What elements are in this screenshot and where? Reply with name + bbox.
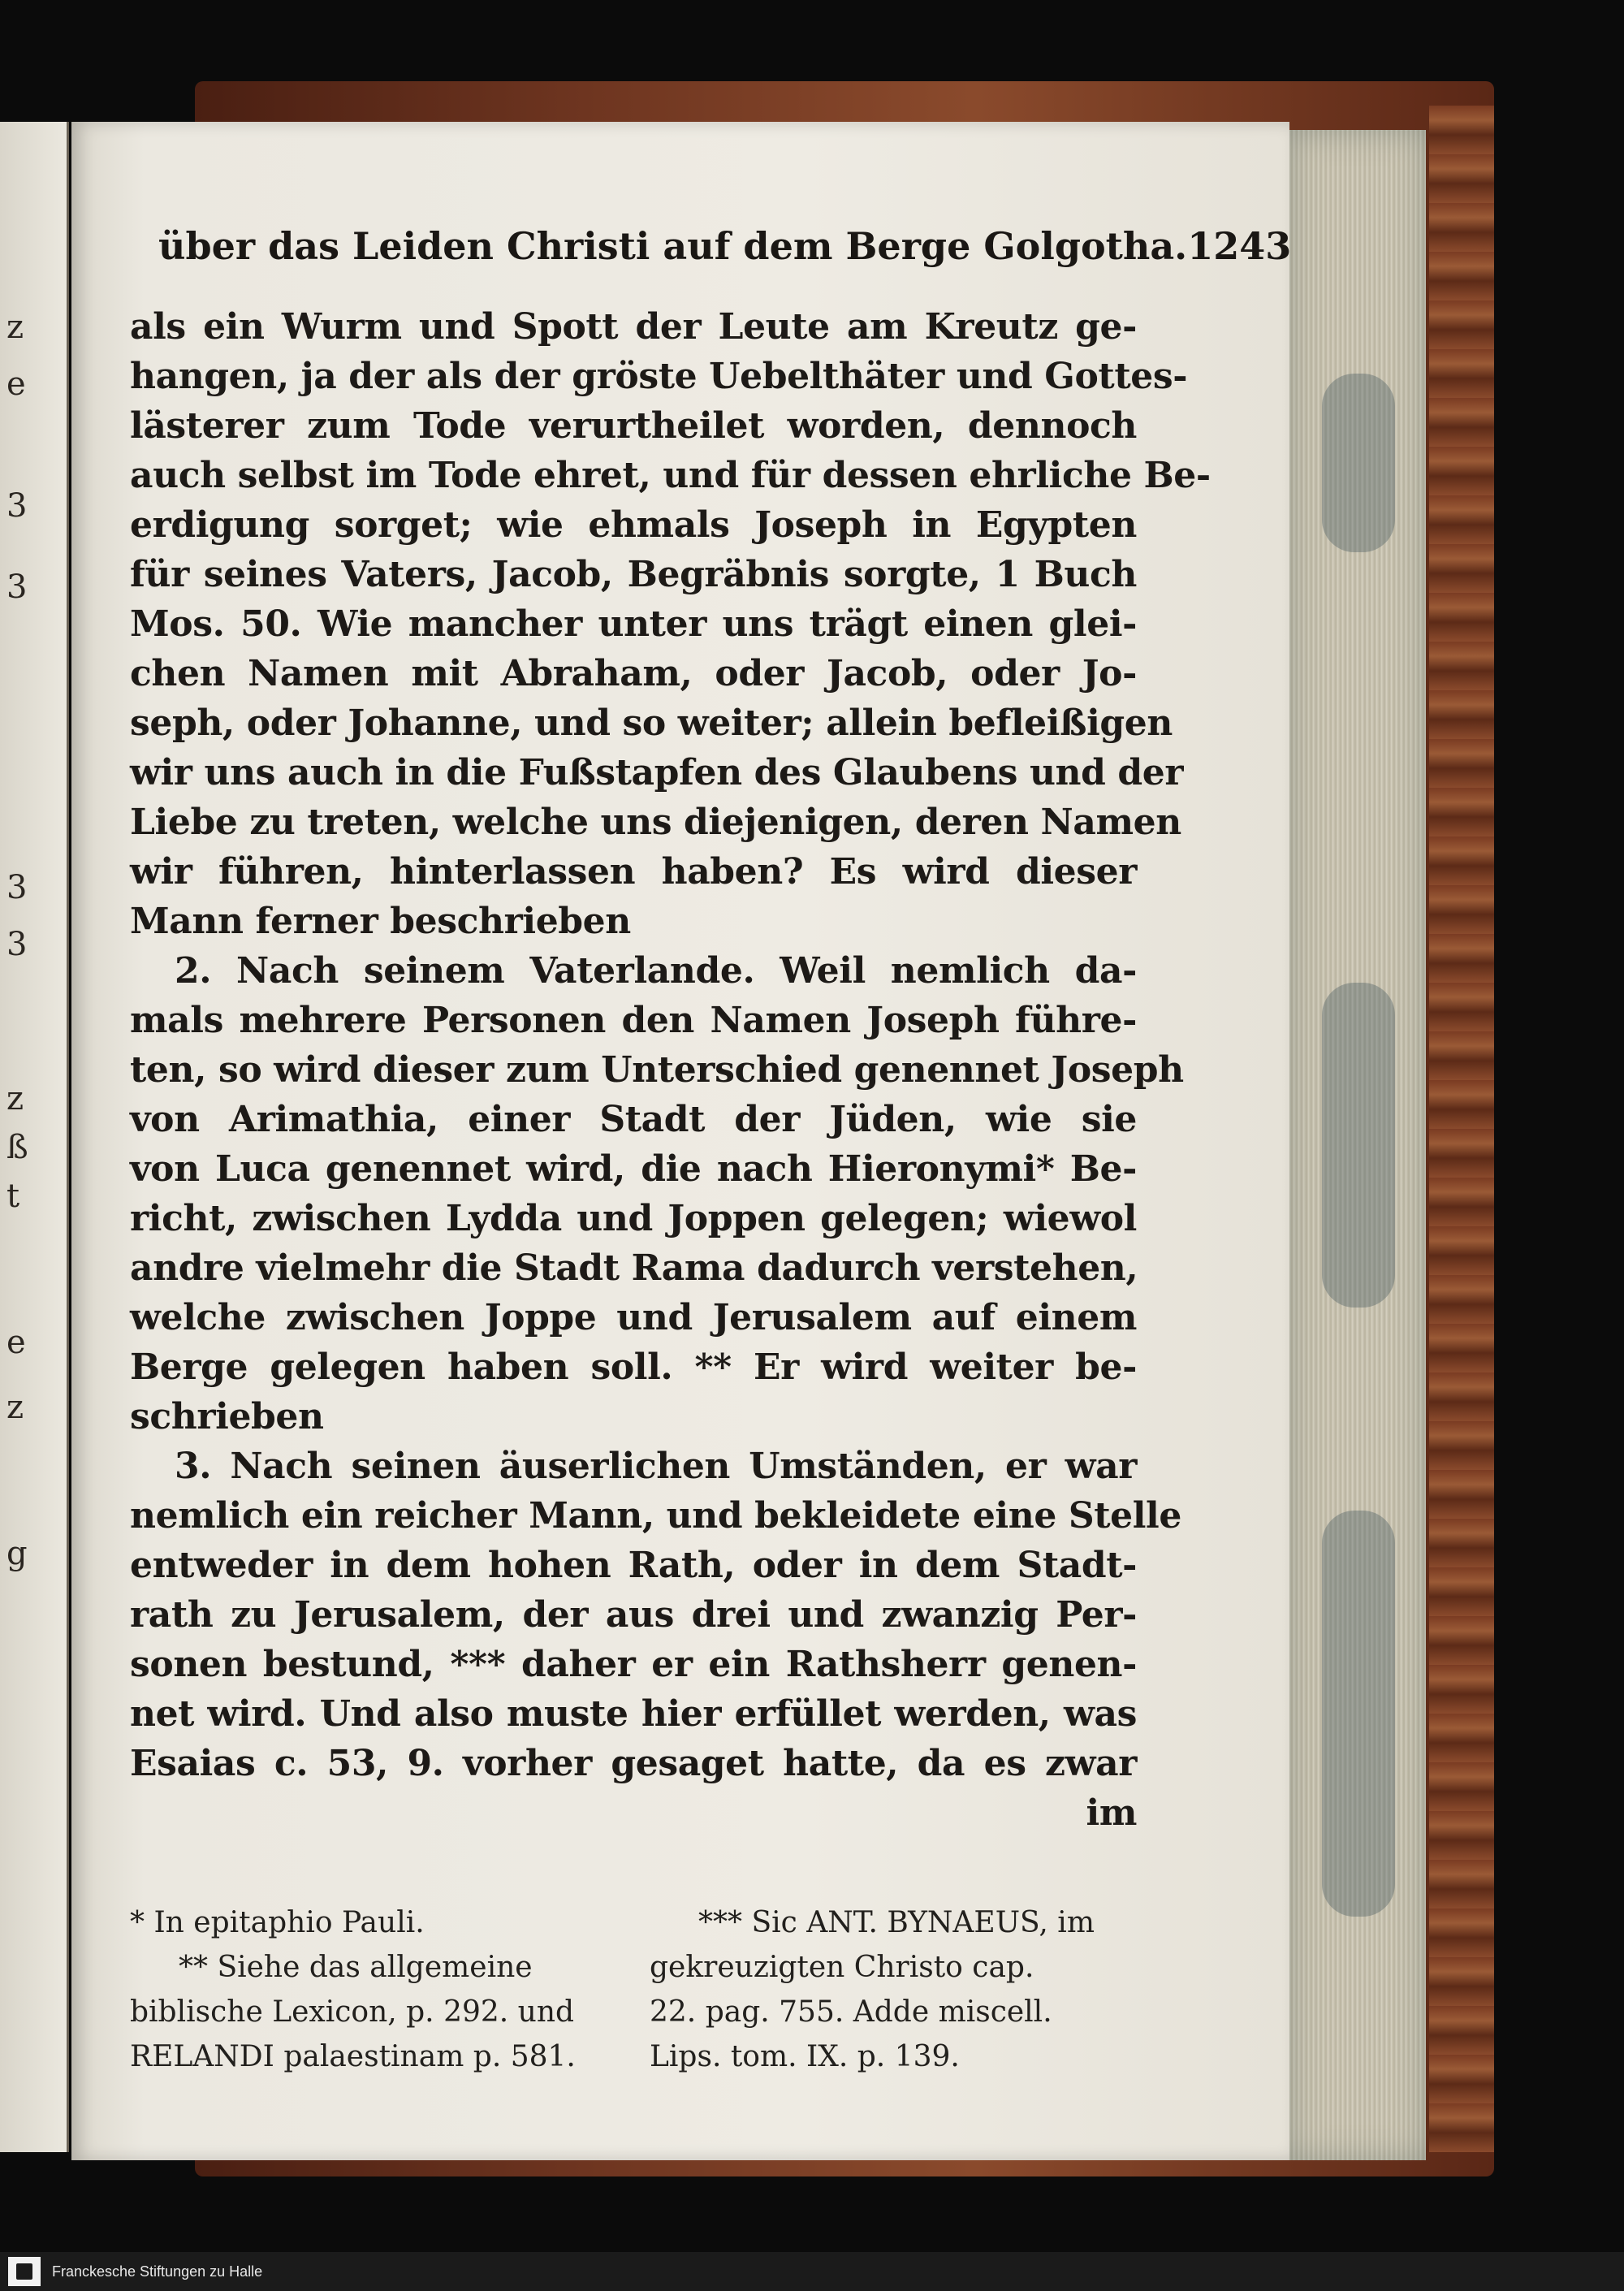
catchword: im <box>1086 1792 1137 1834</box>
left-page-edge <box>0 122 69 2152</box>
text-line: net wird. Und also muste hier erfüllet werden, was <box>130 1693 1137 1735</box>
footnote-line: 22. pag. 755. Adde miscell. <box>650 1995 1052 2029</box>
page-fore-edge <box>1289 130 1426 2160</box>
footnote-line: *** Sic ANT. BYNAEUS, im <box>698 1906 1095 1939</box>
left-page-glyph: e <box>6 365 26 403</box>
text-line: Mann ferner beschrieben <box>130 901 631 942</box>
text-line: entweder in dem hohen Rath, oder in dem Stadt- <box>130 1545 1137 1586</box>
left-page-glyph: e <box>6 1324 26 1361</box>
left-page-glyph: ß <box>6 1129 28 1166</box>
text-line: Mos. 50. Wie mancher unter uns trägt einen glei- <box>130 603 1137 645</box>
text-line: auch selbst im Tode ehret, und für dessen ehrliche Be- <box>130 455 1211 496</box>
text-line: lästerer zum Tode verurtheilet worden, dennoch <box>130 405 1137 447</box>
text-line: wir führen, hinterlassen haben? Es wird dieser <box>130 851 1137 893</box>
text-line: richt, zwischen Lydda und Joppen gelegen; wiewol <box>130 1198 1137 1239</box>
text-line: ten, so wird dieser zum Unterschied genennet Joseph <box>130 1049 1184 1091</box>
text-line: mals mehrere Personen den Namen Joseph führe- <box>130 1000 1137 1041</box>
text-line: seph, oder Johanne, und so weiter; allein befleißigen <box>130 702 1173 744</box>
text-line: wir uns auch in die Fußstapfen des Glaubens und der <box>130 752 1184 793</box>
left-page-glyph: z <box>6 1389 24 1426</box>
footnote-line: gekreuzigten Christo cap. <box>650 1951 1034 1984</box>
text-line: von Arimathia, einer Stadt der Jüden, wie sie <box>130 1099 1137 1140</box>
text-line: nemlich ein reicher Mann, und bekleidete eine Stelle <box>130 1495 1181 1537</box>
text-line: 2. Nach seinem Vaterlande. Weil nemlich da- <box>175 950 1137 992</box>
fore-edge-stain <box>1322 1511 1395 1917</box>
footnote-line: * In epitaphio Pauli. <box>130 1906 425 1939</box>
viewer-footer <box>0 2252 1624 2291</box>
header-title: über das Leiden Christi auf dem Berge Golgotha. <box>158 224 1188 268</box>
text-line: schrieben <box>130 1396 324 1437</box>
footnotes <box>130 1900 1137 2095</box>
text-line: rath zu Jerusalem, der aus drei und zwanzig Per- <box>130 1594 1137 1636</box>
running-header <box>158 218 1292 274</box>
left-page-glyph: 3 <box>6 487 28 525</box>
footnote-line: RELANDI palaestinam p. 581. <box>130 2040 576 2073</box>
text-line: Liebe zu treten, welche uns diejenigen, deren Namen <box>130 802 1181 843</box>
text-line: erdigung sorget; wie ehmals Joseph in Egypten <box>130 504 1137 546</box>
footnote-line: biblische Lexicon, p. 292. und <box>130 1995 575 2029</box>
text-line: chen Namen mit Abraham, oder Jacob, oder Jo- <box>130 653 1137 694</box>
text-line: Esaias c. 53, 9. vorher gesaget hatte, da es zwar <box>130 1743 1137 1784</box>
text-line: Berge gelegen haben soll. ** Er wird weiter be- <box>130 1347 1137 1388</box>
left-page-glyph: 3 <box>6 869 28 906</box>
footnotes-left-column <box>130 1900 617 2095</box>
text-line: andre vielmehr die Stadt Rama dadurch verstehen, <box>130 1247 1138 1289</box>
left-page-glyph: z <box>6 309 24 346</box>
binding-spine-edge <box>1429 106 1494 2152</box>
page-number: 1243 <box>1187 224 1292 268</box>
text-line: welche zwischen Joppe und Jerusalem auf einem <box>130 1297 1137 1338</box>
footnote-line: Lips. tom. IX. p. 139. <box>650 2040 960 2073</box>
text-line: als ein Wurm und Spott der Leute am Kreutz ge- <box>130 306 1137 348</box>
left-page-glyph: t <box>6 1178 20 1215</box>
text-line: hangen, ja der als der gröste Uebelthäter und Gottes- <box>130 356 1188 397</box>
footnotes-right-column <box>650 1900 1137 2095</box>
left-page-glyph: 3 <box>6 568 28 606</box>
fore-edge-stain <box>1322 983 1395 1308</box>
text-line: für seines Vaters, Jacob, Begräbnis sorgte, 1 Buch <box>130 554 1137 595</box>
fore-edge-stain <box>1322 374 1395 552</box>
text-line: 3. Nach seinen äuserlichen Umständen, er war <box>175 1446 1137 1487</box>
institution-logo-icon <box>8 2257 41 2286</box>
institution-name: Franckesche Stiftungen zu Halle <box>52 2263 263 2280</box>
text-line: von Luca genennet wird, die nach Hieronymi* Be- <box>130 1148 1137 1190</box>
footnote-line: ** Siehe das allgemeine <box>179 1951 533 1984</box>
left-page-glyph: z <box>6 1080 24 1117</box>
page-body-text <box>130 302 1211 1838</box>
text-line: sonen bestund, *** daher er ein Rathsherr genen- <box>130 1644 1137 1685</box>
left-page-glyph: g <box>6 1535 28 1572</box>
left-page-glyph: 3 <box>6 926 28 963</box>
